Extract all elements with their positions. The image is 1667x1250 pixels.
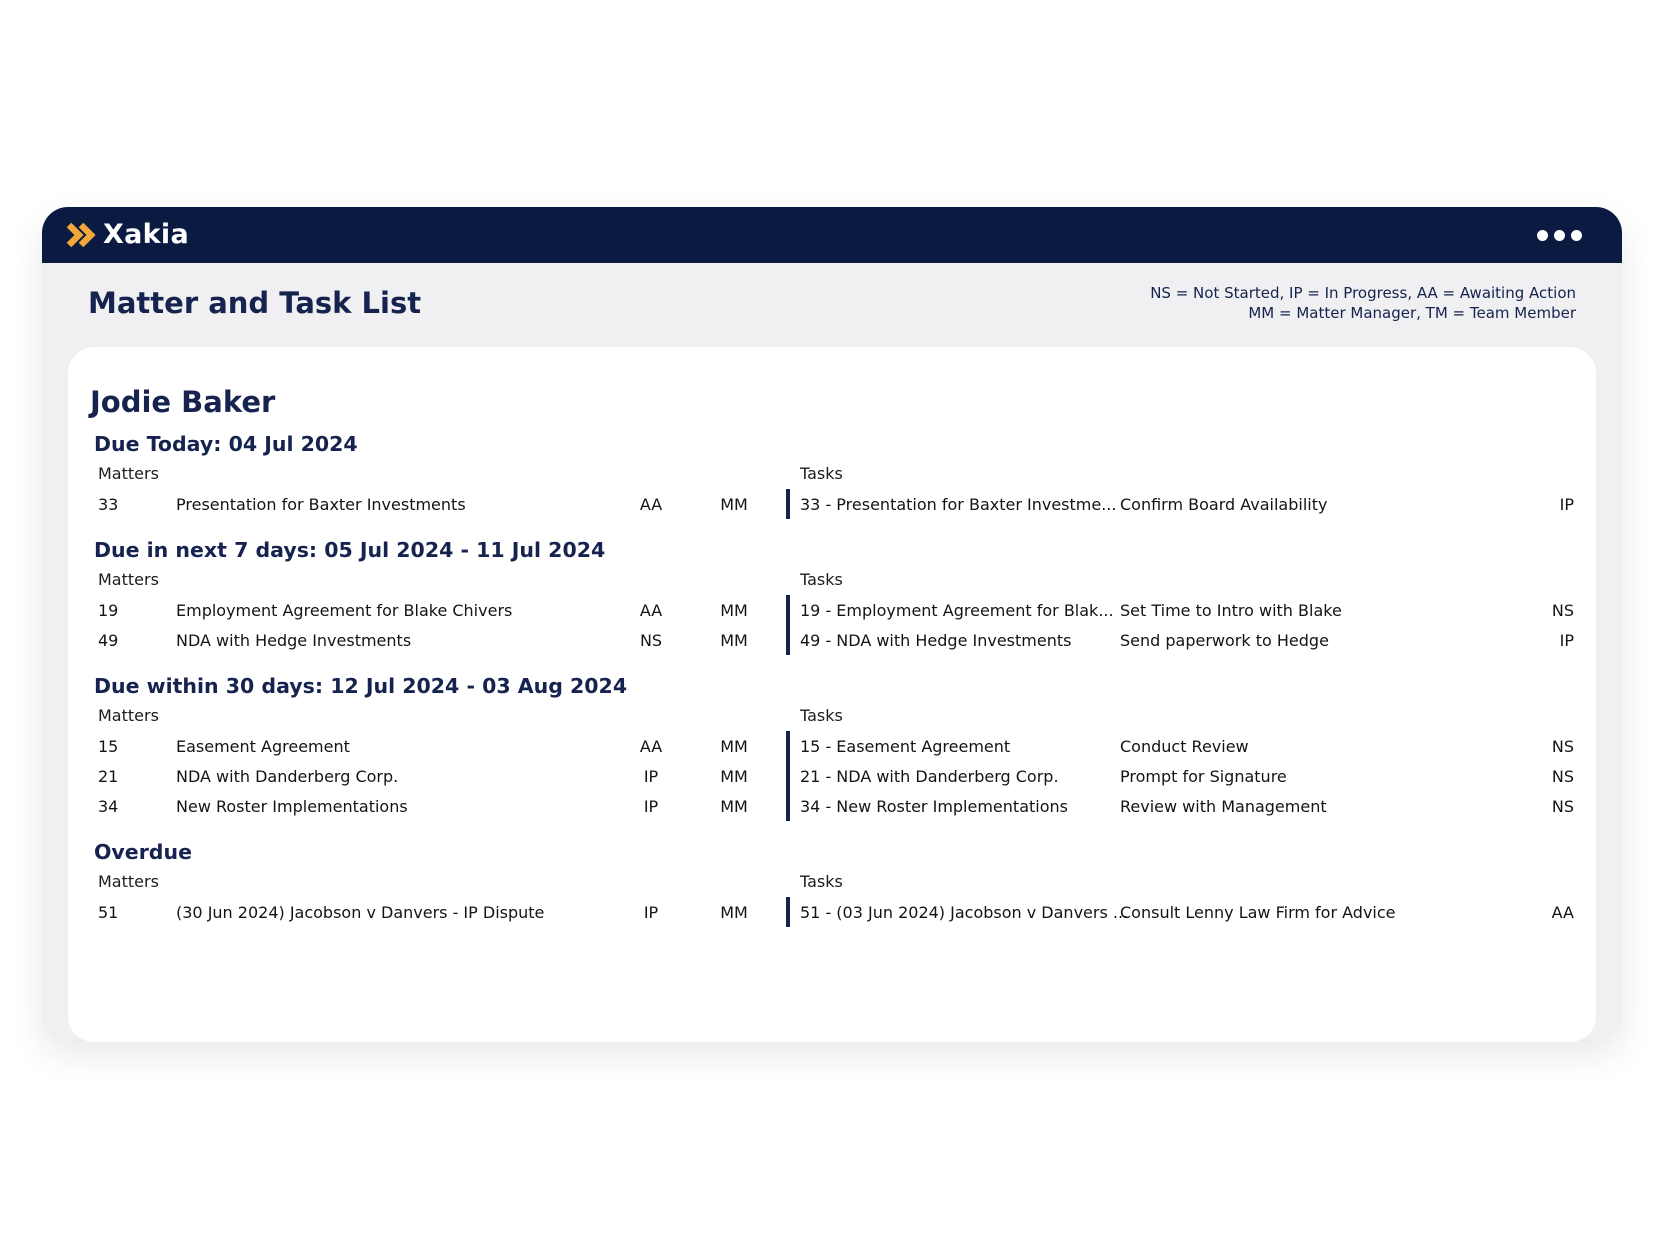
matters-column-label: Matters <box>98 464 159 483</box>
tasks-column <box>786 701 1596 821</box>
xakia-logo <box>66 218 189 250</box>
tasks-column-label: Tasks <box>800 570 843 589</box>
task-row <box>800 791 1574 821</box>
task-row <box>800 625 1574 655</box>
user-name: Jodie Baker <box>90 385 276 419</box>
task-matter-ref: 15 - Easement Agreement <box>800 736 1011 756</box>
matter-role: MM <box>720 796 748 816</box>
task-name: Prompt for Signature <box>1120 766 1287 786</box>
ellipsis-dot <box>1537 230 1548 241</box>
section-title: Due within 30 days: 12 Jul 2024 - 03 Aug 2024 <box>94 674 628 698</box>
matter-row <box>98 731 786 761</box>
tasks-column-label: Tasks <box>800 872 843 891</box>
section-title: Due Today: 04 Jul 2024 <box>94 432 358 456</box>
matter-row <box>98 791 786 821</box>
task-matter-ref: 34 - New Roster Implementations <box>800 796 1068 816</box>
due-section <box>68 671 1596 821</box>
section-body <box>68 565 1596 655</box>
task-matter-ref: 49 - NDA with Hedge Investments <box>800 630 1072 650</box>
matters-column-label: Matters <box>98 570 159 589</box>
task-status: IP <box>1559 494 1574 514</box>
matter-row <box>98 595 786 625</box>
matter-row <box>98 625 786 655</box>
matter-id: 21 <box>98 766 119 786</box>
sections-container <box>68 429 1596 927</box>
matters-column <box>68 867 786 927</box>
task-matter-ref: 33 - Presentation for Baxter Investme... <box>800 494 1117 514</box>
task-row <box>800 761 1574 791</box>
matter-title: NDA with Danderberg Corp. <box>176 766 399 786</box>
logo-text: Xakia <box>103 218 189 250</box>
double-chevron-icon <box>66 222 100 248</box>
task-status: IP <box>1559 630 1574 650</box>
matter-title: Presentation for Baxter Investments <box>176 494 466 514</box>
matter-rows <box>98 595 786 655</box>
task-row <box>800 489 1574 519</box>
matter-role: MM <box>720 494 748 514</box>
task-status: NS <box>1551 796 1574 816</box>
matter-status: AA <box>639 736 663 756</box>
task-status: NS <box>1551 736 1574 756</box>
tasks-column-label: Tasks <box>800 464 843 483</box>
matter-title: NDA with Hedge Investments <box>176 630 412 650</box>
matter-rows <box>98 897 786 927</box>
tasks-column <box>786 565 1596 655</box>
due-section <box>68 429 1596 519</box>
matter-title: Employment Agreement for Blake Chivers <box>176 600 513 620</box>
matter-rows <box>98 489 786 519</box>
legend-line-roles: MM = Matter Manager, TM = Team Member <box>1248 304 1576 322</box>
matter-row <box>98 489 786 519</box>
matter-role: MM <box>720 736 748 756</box>
due-section <box>68 535 1596 655</box>
task-name: Send paperwork to Hedge <box>1120 630 1329 650</box>
ellipsis-dot <box>1554 230 1565 241</box>
task-status: NS <box>1551 766 1574 786</box>
section-body <box>68 867 1596 927</box>
tasks-column <box>786 459 1596 519</box>
task-rows <box>786 731 1574 821</box>
report-window <box>42 207 1622 1040</box>
task-rows <box>786 595 1574 655</box>
task-status: NS <box>1551 600 1574 620</box>
matter-row <box>98 761 786 791</box>
task-name: Review with Management <box>1120 796 1327 816</box>
matters-column-label: Matters <box>98 872 159 891</box>
matter-status: AA <box>639 600 663 620</box>
section-title: Due in next 7 days: 05 Jul 2024 - 11 Jul 2024 <box>94 538 606 562</box>
matter-rows <box>98 731 786 821</box>
matter-status: NS <box>639 630 663 650</box>
report-card <box>68 347 1596 1042</box>
task-row <box>800 731 1574 761</box>
matter-id: 33 <box>98 494 119 514</box>
page-title: Matter and Task List <box>88 286 422 320</box>
tasks-column <box>786 867 1596 927</box>
matter-title: (30 Jun 2024) Jacobson v Danvers - IP Dispute <box>176 902 545 922</box>
matter-role: MM <box>720 630 748 650</box>
task-name: Consult Lenny Law Firm for Advice <box>1120 902 1396 922</box>
task-rows <box>786 897 1574 927</box>
matters-column-label: Matters <box>98 706 159 725</box>
matter-id: 34 <box>98 796 119 816</box>
matter-id: 15 <box>98 736 119 756</box>
matter-status: AA <box>639 494 663 514</box>
matter-id: 51 <box>98 902 119 922</box>
matter-role: MM <box>720 902 748 922</box>
matter-status: IP <box>643 796 659 816</box>
matter-role: MM <box>720 766 748 786</box>
matter-status: IP <box>643 766 659 786</box>
overflow-menu-button[interactable] <box>1537 230 1582 241</box>
task-name: Set Time to Intro with Blake <box>1120 600 1342 620</box>
matter-id: 19 <box>98 600 119 620</box>
matter-status: IP <box>643 902 659 922</box>
section-body <box>68 701 1596 821</box>
task-rows <box>786 489 1574 519</box>
task-matter-ref: 51 - (03 Jun 2024) Jacobson v Danvers ... <box>800 902 1129 922</box>
app-header <box>42 207 1622 263</box>
matter-row <box>98 897 786 927</box>
section-body <box>68 459 1596 519</box>
task-status: AA <box>1551 902 1574 922</box>
matter-title: Easement Agreement <box>176 736 350 756</box>
legend-line-statuses: NS = Not Started, IP = In Progress, AA = Awaiting Action <box>1150 284 1576 302</box>
status-legend <box>1150 283 1576 323</box>
task-name: Conduct Review <box>1120 736 1249 756</box>
matter-id: 49 <box>98 630 119 650</box>
matter-title: New Roster Implementations <box>176 796 408 816</box>
due-section <box>68 837 1596 927</box>
task-matter-ref: 21 - NDA with Danderberg Corp. <box>800 766 1059 786</box>
task-matter-ref: 19 - Employment Agreement for Blak... <box>800 600 1114 620</box>
matters-column <box>68 459 786 519</box>
tasks-column-label: Tasks <box>800 706 843 725</box>
task-row <box>800 595 1574 625</box>
task-row <box>800 897 1574 927</box>
title-row <box>42 263 1622 347</box>
matter-role: MM <box>720 600 748 620</box>
section-title: Overdue <box>94 840 192 864</box>
task-name: Confirm Board Availability <box>1120 494 1328 514</box>
matters-column <box>68 565 786 655</box>
ellipsis-dot <box>1571 230 1582 241</box>
matters-column <box>68 701 786 821</box>
